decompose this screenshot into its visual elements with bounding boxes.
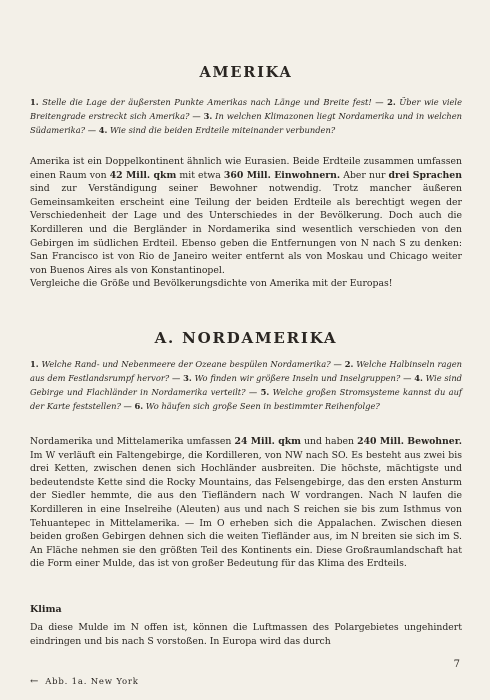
text-run: mit etwa (176, 169, 224, 181)
question-text: Welche Rand- und Nebenmeere der Ozeane bespülen Nordamerika? — (38, 359, 345, 369)
question-text: In welchen Klimazonen liegt Nordamerika und in welchen Südamerika? — (30, 111, 462, 135)
question-number: 4. (98, 125, 108, 135)
questions-nordamerika (30, 357, 462, 413)
question-text: Stelle die Lage der äußersten Punkte Amerikas nach Länge und Breite fest! — (38, 97, 388, 107)
klima-heading: Klima (30, 604, 62, 615)
question-number: 6. (134, 401, 144, 411)
intro-paragraph (30, 155, 462, 291)
text-run: und haben (301, 436, 358, 447)
question-number: 1. (30, 97, 39, 107)
question-number: 4. (414, 373, 423, 383)
question-text: Welche Halbinseln ragen aus dem Festlandsrumpf hervor? — (30, 359, 462, 383)
text-run: sind zur Verständigung seiner Bewohner notwendig. Trotz mancher äußeren Gemeinsamkeiten erscheint eine Teilung der beiden Erdteile als berechtigt wegen der Verschiedenheit der Lage und des Unterschiedes in der Bevölkerung. Doch auch die Kordilleren und die Bergländer in Nordamerika sind wesentlich verschieden von den Gebirgen im südlichen Erdteil. Ebenso geben die Entfernungen von N nach S zu denken: San Francisco ist von Rio de Janeiro weiter entfernt als von Moskau und Chicago weiter von Buenos Aires als von Konstantinopel. (30, 183, 462, 276)
question-number: 3. (183, 373, 192, 383)
question-text: Wie sind die beiden Erdteile miteinander verbunden? (107, 125, 336, 135)
question-number: 2. (344, 359, 354, 369)
question-text: Wie sind Gebirge und Flachländer in Nordamerika verteilt? — (30, 373, 462, 397)
section-title-amerika: AMERIKA (199, 64, 293, 81)
bold-population: 240 Mill. Bewohner. (357, 436, 462, 447)
question-text: Wo häufen sich große Seen in bestimmter Reihenfolge? (143, 401, 380, 411)
figure-caption (30, 676, 139, 687)
section-title-nordamerika: A. NORDAMERIKA (154, 329, 338, 347)
nordamerika-paragraph (30, 435, 462, 571)
caption-text: Abb. 1a. New York (45, 676, 139, 687)
bold-area: 42 Mill. qkm (109, 169, 177, 181)
question-number: 2. (387, 97, 396, 107)
text-run: Amerika ist ein Doppelkontinent ähnlich wie Eurasien. Beide Erdteile zusammen umfassen einen Raum von (30, 156, 462, 181)
question-number: 5. (260, 387, 270, 397)
page-number: 7 (453, 659, 460, 670)
text-run: Nordamerika und Mittelamerika umfassen (30, 436, 235, 447)
text-run: Aber nur (340, 169, 389, 181)
klima-paragraph: Da diese Mulde im N offen ist, können die Luftmassen des Polargebietes ungehindert eindringen und bis nach S vorstoßen. In Europa wird das durch (30, 622, 462, 647)
question-number: 1. (30, 359, 39, 369)
arrow-left-icon: ← (30, 676, 40, 687)
text-run: Im W verläuft ein Faltengebirge, die Kordilleren, von NW nach SO. Es besteht aus zwei bis drei Ketten, zwischen denen sich Hochländer ausbreiten. Die höchste, mächtigste und bedeutendste Kette sind die Rocky Mountains, das Felsengebirge, das den ersten Ansturm der Siedler hemmte, die aus den Tiefländern nach W vordrangen. Nach N laufen die Kordilleren in eine Inselreihe (Aleuten) aus und nach S reichen sie bis zum Isthmus von Tehuantepec in Mittelamerika. — Im O erheben sich die Appalachen. Zwischen diesen beiden großen Gebirgen dehnen sich die weiten Tiefländer aus, im N breiten sie sich im S. An Fläche nehmen sie den größten Teil des Kontinents ein. Diese Großraumlandschaft hat die Form einer Mulde, das ist von großer Bedeutung für das Klima des Erdteils. (30, 449, 462, 570)
question-number: 3. (203, 111, 213, 121)
question-text: Welche großen Stromsysteme kannst du auf der Karte feststellen? — (30, 387, 462, 411)
bold-languages: drei Sprachen (388, 169, 462, 181)
question-text: Wo finden wir größere Inseln und Inselgruppen? — (191, 373, 415, 383)
bold-area: 24 Mill. qkm (234, 436, 301, 447)
questions-amerika (30, 95, 462, 137)
bold-population: 360 Mill. Einwohnern. (223, 169, 341, 181)
text-run: Vergleiche die Größe und Bevölkerungsdichte von Amerika mit der Europas! (30, 278, 393, 290)
question-text: Über wie viele Breitengrade erstreckt sich Amerika? — (30, 97, 462, 121)
